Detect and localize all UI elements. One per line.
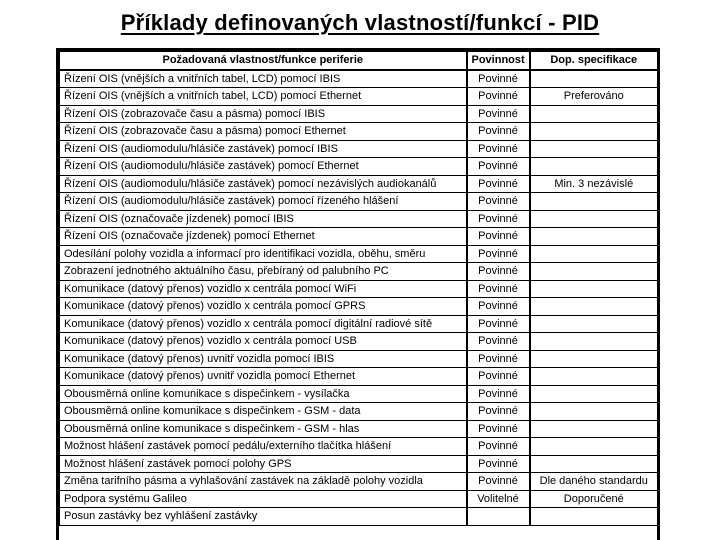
specification-cell [530, 245, 658, 263]
feature-cell: Komunikace (datový přenos) vozidlo x centrála pomocí GPRS [60, 298, 467, 316]
feature-cell: Možnost hlášení zastávek pomocí pedálu/externího tlačítka hlášení [60, 438, 467, 456]
table-row [60, 333, 658, 351]
specification-cell [530, 438, 658, 456]
feature-cell: Řízení OIS (audiomodulu/hlásiče zastávek) pomocí IBIS [60, 140, 467, 158]
requirement-cell: Povinné [467, 403, 530, 421]
table-row [60, 280, 658, 298]
specification-cell [530, 403, 658, 421]
specification-cell: Min. 3 nezávislé [530, 175, 658, 193]
feature-cell: Zobrazení jednotného aktuálního času, přebíraný od palubního PC [60, 263, 467, 281]
requirement-cell: Povinné [467, 420, 530, 438]
table-row [60, 228, 658, 246]
feature-cell: Podpora systému Galileo [60, 490, 467, 508]
table-row [60, 315, 658, 333]
requirement-cell: Povinné [467, 473, 530, 491]
specification-cell [530, 368, 658, 386]
header-requirement: Povinnost [467, 52, 530, 70]
table-row [60, 455, 658, 473]
specification-cell [530, 333, 658, 351]
requirement-cell: Povinné [467, 105, 530, 123]
header-feature: Požadovaná vlastnost/funkce periferie [60, 52, 467, 70]
feature-cell: Obousměrná online komunikace s dispečinkem - GSM - hlas [60, 420, 467, 438]
requirement-cell: Povinné [467, 263, 530, 281]
table-row [60, 70, 658, 88]
requirement-cell: Volitelné [467, 490, 530, 508]
table-row [60, 490, 658, 508]
requirement-cell: Povinné [467, 123, 530, 141]
feature-cell: Posun zastávky bez vyhlášení zastávky [60, 508, 467, 526]
specification-cell [530, 315, 658, 333]
requirement-cell: Povinné [467, 350, 530, 368]
requirements-table [59, 51, 658, 526]
specification-cell: Doporučené [530, 490, 658, 508]
table-row [60, 403, 658, 421]
feature-cell: Řízení OIS (audiomodulu/hlásiče zastávek) pomocí řízeného hlášení [60, 193, 467, 211]
specification-cell [530, 350, 658, 368]
requirement-cell: Povinné [467, 245, 530, 263]
specification-cell [530, 455, 658, 473]
feature-cell: Komunikace (datový přenos) uvnitř vozidla pomocí IBIS [60, 350, 467, 368]
requirement-cell: Povinné [467, 228, 530, 246]
feature-cell: Řízení OIS (vnějších a vnitřních tabel, LCD) pomocí Ethernet [60, 88, 467, 106]
table-row [60, 88, 658, 106]
feature-cell: Obousměrná online komunikace s dispečinkem - vysílačka [60, 385, 467, 403]
table-row [60, 123, 658, 141]
feature-cell: Komunikace (datový přenos) vozidlo x centrála pomocí USB [60, 333, 467, 351]
specification-cell [530, 298, 658, 316]
specification-cell [530, 228, 658, 246]
requirement-cell: Povinné [467, 140, 530, 158]
specification-cell [530, 193, 658, 211]
requirement-cell: Povinné [467, 193, 530, 211]
table-row [60, 245, 658, 263]
table-row [60, 263, 658, 281]
table-row [60, 508, 658, 526]
table-row [60, 105, 658, 123]
feature-cell: Obousměrná online komunikace s dispečinkem - GSM - data [60, 403, 467, 421]
specification-cell: Dle daného standardu [530, 473, 658, 491]
table-row [60, 158, 658, 176]
specification-cell [530, 70, 658, 88]
requirement-cell: Povinné [467, 70, 530, 88]
requirement-cell: Povinné [467, 298, 530, 316]
header-specification: Dop. specifikace [530, 52, 658, 70]
specification-cell: Preferováno [530, 88, 658, 106]
feature-cell: Změna tarifního pásma a vyhlašování zastávek na základě polohy vozidla [60, 473, 467, 491]
feature-cell: Řízení OIS (audiomodulu/hlásiče zastávek) pomocí nezávislých audiokanálů [60, 175, 467, 193]
feature-cell: Odesílání polohy vozidla a informací pro identifikaci vozidla, oběhu, směru [60, 245, 467, 263]
requirement-cell: Povinné [467, 280, 530, 298]
feature-cell: Řízení OIS (audiomodulu/hlásiče zastávek) pomocí Ethernet [60, 158, 467, 176]
feature-cell: Komunikace (datový přenos) vozidlo x centrála pomocí digitální radiové sítě [60, 315, 467, 333]
specification-cell [530, 123, 658, 141]
specification-cell [530, 158, 658, 176]
table-row [60, 140, 658, 158]
table-row [60, 350, 658, 368]
specification-cell [530, 280, 658, 298]
specification-cell [530, 210, 658, 228]
feature-cell: Řízení OIS (zobrazovače času a pásma) pomocí IBIS [60, 105, 467, 123]
table-row [60, 175, 658, 193]
requirement-cell: Povinné [467, 385, 530, 403]
requirement-cell: Povinné [467, 455, 530, 473]
requirements-table-container [56, 48, 660, 540]
slide-title: Příklady definovaných vlastností/funkcí - PID [120, 10, 600, 35]
table-header-row [60, 52, 658, 70]
specification-cell [530, 105, 658, 123]
specification-cell [530, 140, 658, 158]
requirement-cell: Povinné [467, 438, 530, 456]
table-row [60, 210, 658, 228]
requirement-cell: Povinné [467, 158, 530, 176]
feature-cell: Komunikace (datový přenos) vozidlo x centrála pomocí WiFi [60, 280, 467, 298]
requirement-cell: Povinné [467, 333, 530, 351]
feature-cell: Komunikace (datový přenos) uvnitř vozidla pomocí Ethernet [60, 368, 467, 386]
requirement-cell: Povinné [467, 210, 530, 228]
table-row [60, 385, 658, 403]
requirement-cell: Povinné [467, 368, 530, 386]
table-row [60, 473, 658, 491]
table-row [60, 298, 658, 316]
feature-cell: Řízení OIS (vnějších a vnitřních tabel, LCD) pomocí IBIS [60, 70, 467, 88]
requirement-cell: Povinné [467, 175, 530, 193]
feature-cell: Řízení OIS (označovače jízdenek) pomocí Ethernet [60, 228, 467, 246]
feature-cell: Řízení OIS (zobrazovače času a pásma) pomocí Ethernet [60, 123, 467, 141]
table-row [60, 193, 658, 211]
specification-cell [530, 420, 658, 438]
table-row [60, 420, 658, 438]
specification-cell [530, 508, 658, 526]
requirement-cell: Povinné [467, 315, 530, 333]
specification-cell [530, 385, 658, 403]
table-row [60, 368, 658, 386]
feature-cell: Možnost hlášení zastávek pomocí polohy GPS [60, 455, 467, 473]
requirement-cell: Povinné [467, 88, 530, 106]
table-row [60, 438, 658, 456]
feature-cell: Řízení OIS (označovače jízdenek) pomocí IBIS [60, 210, 467, 228]
specification-cell [530, 263, 658, 281]
requirement-cell [467, 508, 530, 526]
